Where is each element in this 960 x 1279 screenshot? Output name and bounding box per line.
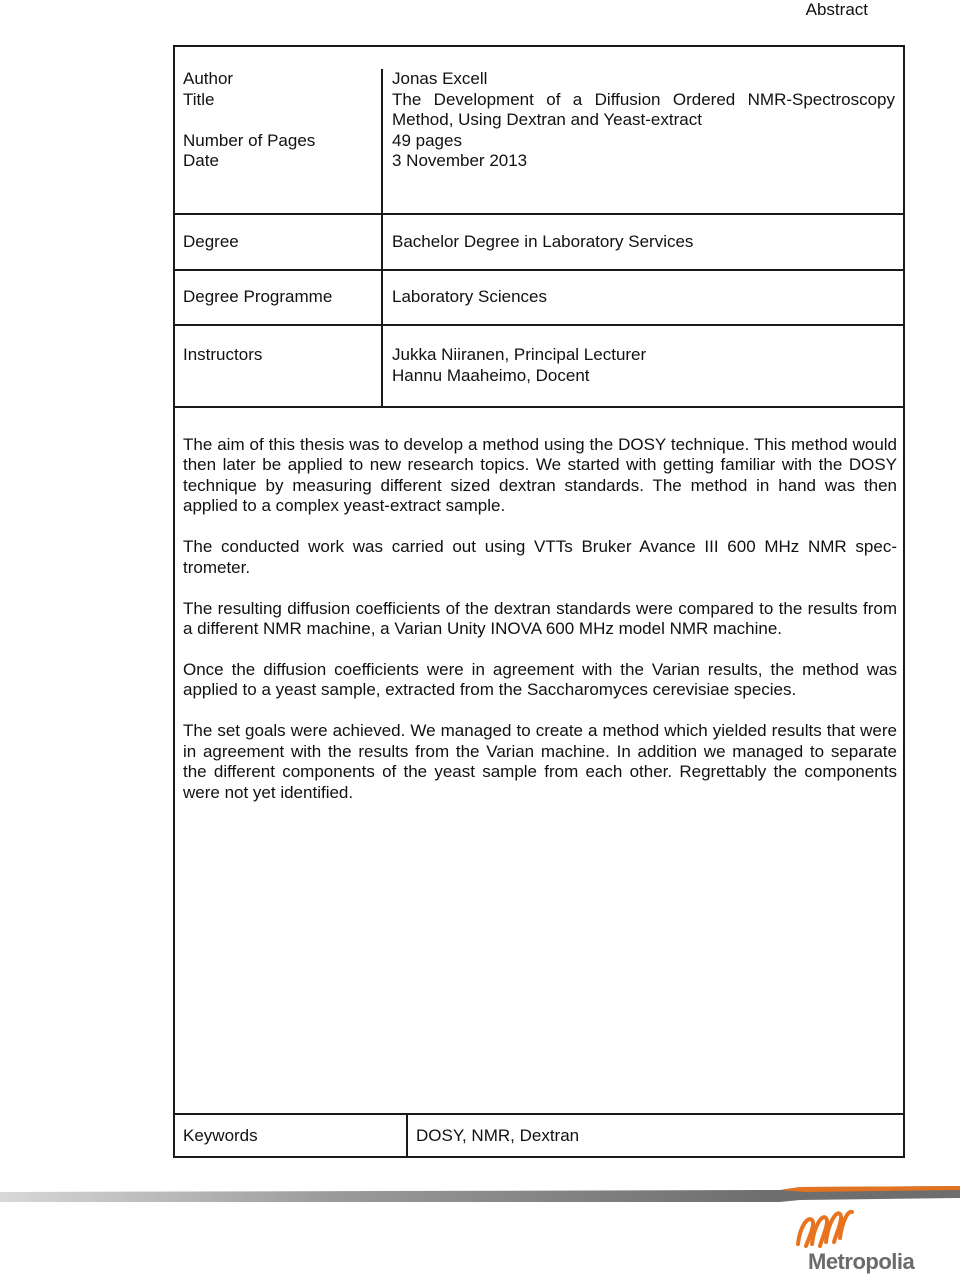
- abstract-paragraph-5: The set goals were achieved. We managed to create a method which yielded results that were in agreement with the results from the Varian machine. In addition we managed to separate the different components of the yeast sample from each other. Regrettably the components were not yet identified.: [183, 721, 897, 802]
- keywords-row: [175, 1113, 903, 1156]
- meta-row-degree: [175, 215, 903, 271]
- title-value-line2: Method, Using Dextran and Yeast-extract: [392, 110, 702, 129]
- metropolia-logo-text: Metropolia: [808, 1249, 915, 1274]
- degree-value: Bachelor Degree in Laboratory Services: [392, 232, 694, 251]
- meta-labels-col: [175, 69, 383, 213]
- pages-label: Number of Pages: [183, 130, 316, 150]
- meta-values-col: [383, 69, 903, 213]
- abstract-paragraph-1: The aim of this thesis was to develop a method using the DOSY technique. This method would then later be applied to new research topics. We started with getting familiar with the DOSY technique by measuring different sized dextran standards. The method in hand was then applied to a complex yeast-extract sample.: [183, 435, 897, 516]
- author-value: Jonas Excell: [392, 69, 488, 88]
- footer-swoosh-bar: [0, 1186, 960, 1204]
- meta-row-author: [175, 47, 903, 215]
- keywords-value: DOSY, NMR, Dextran: [416, 1126, 580, 1145]
- programme-label: Degree Programme: [183, 287, 333, 306]
- date-value: 3 November 2013: [392, 151, 528, 170]
- abstract-paragraph-2: The conducted work was carried out using VTTs Bruker Avance III 600 MHz NMR spec-trometer.: [183, 537, 897, 577]
- instructor-1: Jukka Niiranen, Principal Lecturer: [392, 345, 647, 364]
- meta-row-programme: [175, 271, 903, 326]
- title-value-line1: The Development of a Diffusion Ordered NMR-Spectroscopy: [392, 89, 895, 109]
- abstract-text: [183, 435, 897, 824]
- meta-row-instructors: [175, 326, 903, 408]
- abstract-paragraph-3: The resulting diffusion coefficients of the dextran standards were compared to the results from a different NMR machine, a Varian Unity INOVA 600 MHz model NMR machine.: [183, 598, 897, 639]
- author-label: Author: [183, 69, 234, 88]
- metadata-table: [175, 47, 903, 408]
- title-label: Title: [183, 89, 215, 109]
- instructors-label: Instructors: [183, 345, 263, 364]
- keywords-label: Keywords: [175, 1115, 408, 1156]
- date-label: Date: [183, 151, 219, 170]
- abstract-paragraph-4: Once the diffusion coefficients were in agreement with the Varian results, the method was applied to a yeast sample, extracted from the Saccharomyces cerevisiae species.: [183, 660, 897, 700]
- pages-value: 49 pages: [392, 130, 462, 150]
- programme-value: Laboratory Sciences: [392, 287, 547, 306]
- abstract-form: [173, 45, 905, 1158]
- instructor-2: Hannu Maaheimo, Docent: [392, 365, 590, 385]
- degree-label: Degree: [183, 232, 239, 251]
- page-label: Abstract: [805, 0, 868, 19]
